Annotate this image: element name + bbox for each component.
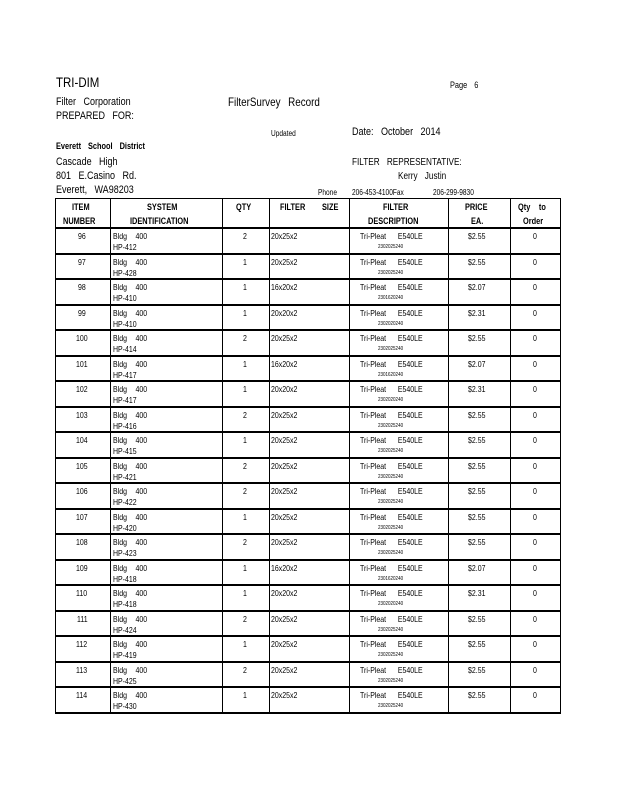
qty-to-order: 0 xyxy=(532,664,537,675)
filter-description: Tri-Pleat E540LE xyxy=(360,664,423,675)
qty-to-order: 0 xyxy=(532,690,537,700)
qty-to-order: 0 xyxy=(532,282,537,292)
price: $2.55 xyxy=(468,486,486,496)
system-building: Bldg 400 xyxy=(113,639,148,649)
filter-size: 20x25x2 xyxy=(271,511,298,522)
filter-size: 16x20x2 xyxy=(271,282,298,292)
system-hp: HP-419 xyxy=(113,650,137,660)
col-header-filter: FILTER xyxy=(279,202,305,212)
price: $2.55 xyxy=(468,511,486,522)
item-number: 107 xyxy=(75,511,88,522)
qty: 2 xyxy=(243,460,248,471)
qty: 1 xyxy=(243,639,248,649)
page-number: 6 xyxy=(474,80,479,90)
system-building: Bldg 400 xyxy=(113,409,148,420)
qty: 1 xyxy=(243,511,248,522)
filter-size: 16x20x2 xyxy=(271,562,298,573)
col-header-qty: QTY xyxy=(236,202,252,212)
col-header-filter-desc-2: DESCRIPTION xyxy=(367,216,419,226)
filter-code: 2301620240 xyxy=(378,371,404,378)
filter-code: 2302020240 xyxy=(378,601,404,607)
item-number: 99 xyxy=(78,307,87,318)
col-header-order-2: Order xyxy=(522,216,543,226)
system-building: Bldg 400 xyxy=(113,333,148,343)
table-row xyxy=(55,229,561,255)
qty-to-order: 0 xyxy=(532,231,537,241)
filter-code: 2302025240 xyxy=(378,244,404,250)
table-row xyxy=(55,484,561,510)
qty: 1 xyxy=(243,690,248,700)
qty: 2 xyxy=(243,231,248,241)
system-building: Bldg 400 xyxy=(113,511,148,522)
qty: 2 xyxy=(243,664,248,675)
site-name: Cascade High xyxy=(56,156,118,168)
filter-code: 2302025240 xyxy=(378,473,404,480)
filter-code: 2302020240 xyxy=(378,320,404,327)
qty-to-order: 0 xyxy=(532,307,537,318)
table-row xyxy=(55,612,561,638)
price: $2.55 xyxy=(468,256,486,267)
filter-size: 20x20x2 xyxy=(271,307,298,318)
table-row xyxy=(55,663,561,689)
filter-description: Tri-Pleat E540LE xyxy=(360,358,423,369)
table-row xyxy=(55,586,561,612)
filter-size: 20x20x2 xyxy=(271,588,298,598)
col-header-system-2: IDENTIFICATION xyxy=(130,216,189,226)
price: $2.07 xyxy=(468,358,486,369)
qty-to-order: 0 xyxy=(532,562,537,573)
price: $2.55 xyxy=(468,690,486,700)
filter-description: Tri-Pleat E540LE xyxy=(360,282,423,292)
price: $2.07 xyxy=(468,562,486,573)
col-header-item: ITEM xyxy=(72,202,90,212)
filter-description: Tri-Pleat E540LE xyxy=(360,435,423,445)
filter-description: Tri-Pleat E540LE xyxy=(360,256,423,267)
qty: 2 xyxy=(243,333,248,343)
filter-code: 2302025240 xyxy=(378,652,404,658)
system-hp: HP-421 xyxy=(113,471,137,482)
qty-to-order: 0 xyxy=(532,511,537,522)
table-row xyxy=(55,637,561,663)
filter-code: 2302025240 xyxy=(378,550,404,556)
price: $2.31 xyxy=(468,588,486,598)
filter-description: Tri-Pleat E540LE xyxy=(360,511,423,522)
filter-code: 2302025240 xyxy=(378,269,404,276)
filter-code: 2302025240 xyxy=(378,422,404,429)
filter-description: Tri-Pleat E540LE xyxy=(360,562,423,573)
table-row xyxy=(55,357,561,383)
system-building: Bldg 400 xyxy=(113,690,148,700)
filter-description: Tri-Pleat E540LE xyxy=(360,537,423,547)
table-row xyxy=(55,280,561,306)
date-label: Date: xyxy=(352,126,374,138)
system-hp: HP-430 xyxy=(113,701,137,711)
qty: 1 xyxy=(243,588,248,598)
city-line: Everett, WA98203 xyxy=(56,184,134,196)
filter-description: Tri-Pleat E540LE xyxy=(360,307,423,318)
filter-code: 2302020240 xyxy=(378,397,404,403)
system-hp: HP-420 xyxy=(113,522,137,533)
system-hp: HP-418 xyxy=(113,599,137,609)
table-row xyxy=(55,433,561,459)
system-hp: HP-418 xyxy=(113,573,137,584)
qty-to-order: 0 xyxy=(532,333,537,343)
filter-size: 20x25x2 xyxy=(271,256,298,267)
qty-to-order: 0 xyxy=(532,486,537,496)
qty: 1 xyxy=(243,562,248,573)
filter-size: 20x25x2 xyxy=(271,664,298,675)
prepared-for: PREPARED FOR: xyxy=(56,110,134,122)
page-indicator xyxy=(450,80,485,90)
table-row xyxy=(55,510,561,536)
qty: 1 xyxy=(243,307,248,318)
filter-description: Tri-Pleat E540LE xyxy=(360,409,423,420)
filter-description: Tri-Pleat E540LE xyxy=(360,460,423,471)
qty-to-order: 0 xyxy=(532,384,537,394)
filter-size: 20x25x2 xyxy=(271,460,298,471)
system-building: Bldg 400 xyxy=(113,231,148,241)
qty: 2 xyxy=(243,486,248,496)
table-row xyxy=(55,561,561,587)
price: $2.55 xyxy=(468,231,486,241)
customer-name: Everett School District xyxy=(56,141,145,151)
system-hp: HP-415 xyxy=(113,446,137,456)
system-building: Bldg 400 xyxy=(113,588,148,598)
system-building: Bldg 400 xyxy=(113,486,148,496)
table-row xyxy=(55,688,561,714)
fax-value: 206-299-9830 xyxy=(433,188,474,197)
qty-to-order: 0 xyxy=(532,256,537,267)
filter-size: 20x25x2 xyxy=(271,639,298,649)
price: $2.55 xyxy=(468,333,486,343)
table-row xyxy=(55,306,561,332)
system-hp: HP-414 xyxy=(113,344,137,354)
system-hp: HP-416 xyxy=(113,420,137,431)
col-header-system: SYSTEM xyxy=(147,202,178,212)
qty: 1 xyxy=(243,435,248,445)
filter-size: 20x20x2 xyxy=(271,384,298,394)
table-row xyxy=(55,255,561,281)
filter-size: 20x25x2 xyxy=(271,231,298,241)
filter-survey-table xyxy=(55,198,561,714)
item-number: 101 xyxy=(75,358,88,369)
system-building: Bldg 400 xyxy=(113,358,148,369)
system-hp: HP-425 xyxy=(113,675,137,686)
qty-to-order: 0 xyxy=(532,409,537,420)
rep-label: FILTER REPRESENTATIVE: xyxy=(352,157,462,168)
item-number: 103 xyxy=(75,409,88,420)
system-building: Bldg 400 xyxy=(113,256,148,267)
system-hp: HP-417 xyxy=(113,395,137,405)
filter-size: 20x25x2 xyxy=(271,613,298,624)
qty: 2 xyxy=(243,537,248,547)
company-line: Filter Corporation xyxy=(56,96,131,108)
qty: 1 xyxy=(243,282,248,292)
filter-size: 20x25x2 xyxy=(271,486,298,496)
item-number: 106 xyxy=(75,486,88,496)
item-number: 112 xyxy=(76,639,88,649)
filter-size: 16x20x2 xyxy=(271,358,298,369)
system-building: Bldg 400 xyxy=(113,435,148,445)
system-building: Bldg 400 xyxy=(113,613,148,624)
filter-size: 20x25x2 xyxy=(271,409,298,420)
rep-name: Kerry Justin xyxy=(398,171,447,182)
filter-description: Tri-Pleat E540LE xyxy=(360,486,423,496)
filter-description: Tri-Pleat E540LE xyxy=(360,588,423,598)
filter-size: 20x25x2 xyxy=(271,690,298,700)
filter-size: 20x25x2 xyxy=(271,537,298,547)
filter-code: 2301620240 xyxy=(378,295,404,301)
system-building: Bldg 400 xyxy=(113,460,148,471)
system-hp: HP-424 xyxy=(113,624,137,635)
filter-code: 2302025240 xyxy=(378,677,404,684)
qty: 1 xyxy=(243,256,248,267)
qty-to-order: 0 xyxy=(532,460,537,471)
filter-code: 2302025240 xyxy=(378,703,404,709)
table-header xyxy=(55,198,561,229)
system-hp: HP-417 xyxy=(113,369,137,380)
item-number: 114 xyxy=(76,690,88,700)
filter-size: 20x25x2 xyxy=(271,435,298,445)
filter-code: 2302025240 xyxy=(378,626,404,633)
system-hp: HP-412 xyxy=(113,242,137,252)
item-number: 105 xyxy=(75,460,88,471)
filter-code: 2302025240 xyxy=(378,448,404,454)
col-header-order: Qty to xyxy=(518,202,546,212)
page-label: Page xyxy=(450,80,468,90)
item-number: 98 xyxy=(78,282,87,292)
price: $2.55 xyxy=(468,613,486,624)
filter-description: Tri-Pleat E540LE xyxy=(360,231,423,241)
qty-to-order: 0 xyxy=(532,613,537,624)
system-building: Bldg 400 xyxy=(113,664,148,675)
filter-description: Tri-Pleat E540LE xyxy=(360,639,423,649)
table-row xyxy=(55,459,561,485)
system-hp: HP-423 xyxy=(113,548,137,558)
filter-code: 2302025240 xyxy=(378,499,404,505)
system-building: Bldg 400 xyxy=(113,537,148,547)
col-header-size: SIZE xyxy=(321,202,339,212)
table-row xyxy=(55,331,561,357)
date-line xyxy=(352,126,460,138)
system-hp: HP-410 xyxy=(113,293,137,303)
filter-code: 2301620240 xyxy=(378,575,404,582)
item-number: 100 xyxy=(75,333,88,343)
item-number: 111 xyxy=(76,613,88,624)
col-header-price: PRICE xyxy=(465,202,488,212)
filter-description: Tri-Pleat E540LE xyxy=(360,384,423,394)
price: $2.55 xyxy=(468,409,486,420)
item-number: 113 xyxy=(76,664,88,675)
qty-to-order: 0 xyxy=(532,639,537,649)
system-hp: HP-422 xyxy=(113,497,137,507)
price: $2.31 xyxy=(468,307,486,318)
table-row xyxy=(55,408,561,434)
price: $2.55 xyxy=(468,664,486,675)
date-value: October 2014 xyxy=(380,126,441,138)
item-number: 102 xyxy=(75,384,88,394)
col-header-filter-desc: FILTER xyxy=(383,202,409,212)
filter-size: 20x25x2 xyxy=(271,333,298,343)
system-building: Bldg 400 xyxy=(113,384,148,394)
price: $2.31 xyxy=(468,384,486,394)
qty-to-order: 0 xyxy=(532,537,537,547)
table-row xyxy=(55,382,561,408)
price: $2.55 xyxy=(468,639,486,649)
qty: 1 xyxy=(243,358,248,369)
qty-to-order: 0 xyxy=(532,588,537,598)
company-name: TRI-DIM xyxy=(56,74,100,90)
system-hp: HP-410 xyxy=(113,318,137,329)
item-number: 108 xyxy=(75,537,88,547)
item-number: 97 xyxy=(78,256,87,267)
filter-description: Tri-Pleat E540LE xyxy=(360,613,423,624)
survey-title: FilterSurvey Record xyxy=(228,95,320,109)
item-number: 104 xyxy=(75,435,88,445)
system-building: Bldg 400 xyxy=(113,282,148,292)
filter-description: Tri-Pleat E540LE xyxy=(360,690,423,700)
qty: 1 xyxy=(243,384,248,394)
price: $2.55 xyxy=(468,537,486,547)
address-line: 801 E.Casino Rd. xyxy=(56,170,137,182)
system-building: Bldg 400 xyxy=(113,562,148,573)
phone-label: Phone xyxy=(318,188,337,197)
qty-to-order: 0 xyxy=(532,435,537,445)
table-row xyxy=(55,535,561,561)
system-building: Bldg 400 xyxy=(113,307,148,318)
filter-code: 2302025240 xyxy=(378,524,404,531)
item-number: 109 xyxy=(75,562,88,573)
qty-to-order: 0 xyxy=(532,358,537,369)
filter-description: Tri-Pleat E540LE xyxy=(360,333,423,343)
col-header-item-2: NUMBER xyxy=(63,216,96,226)
price: $2.07 xyxy=(468,282,486,292)
phone-value: 206-453-4100Fax xyxy=(352,188,404,197)
price: $2.55 xyxy=(468,460,486,471)
filter-code: 2302025240 xyxy=(378,346,404,352)
system-hp: HP-428 xyxy=(113,267,137,278)
col-header-price-2: EA. xyxy=(471,216,484,226)
qty: 2 xyxy=(243,409,248,420)
qty: 2 xyxy=(243,613,248,624)
item-number: 96 xyxy=(78,231,87,241)
item-number: 110 xyxy=(76,588,88,598)
updated-label: Updated xyxy=(271,129,296,138)
price: $2.55 xyxy=(468,435,486,445)
